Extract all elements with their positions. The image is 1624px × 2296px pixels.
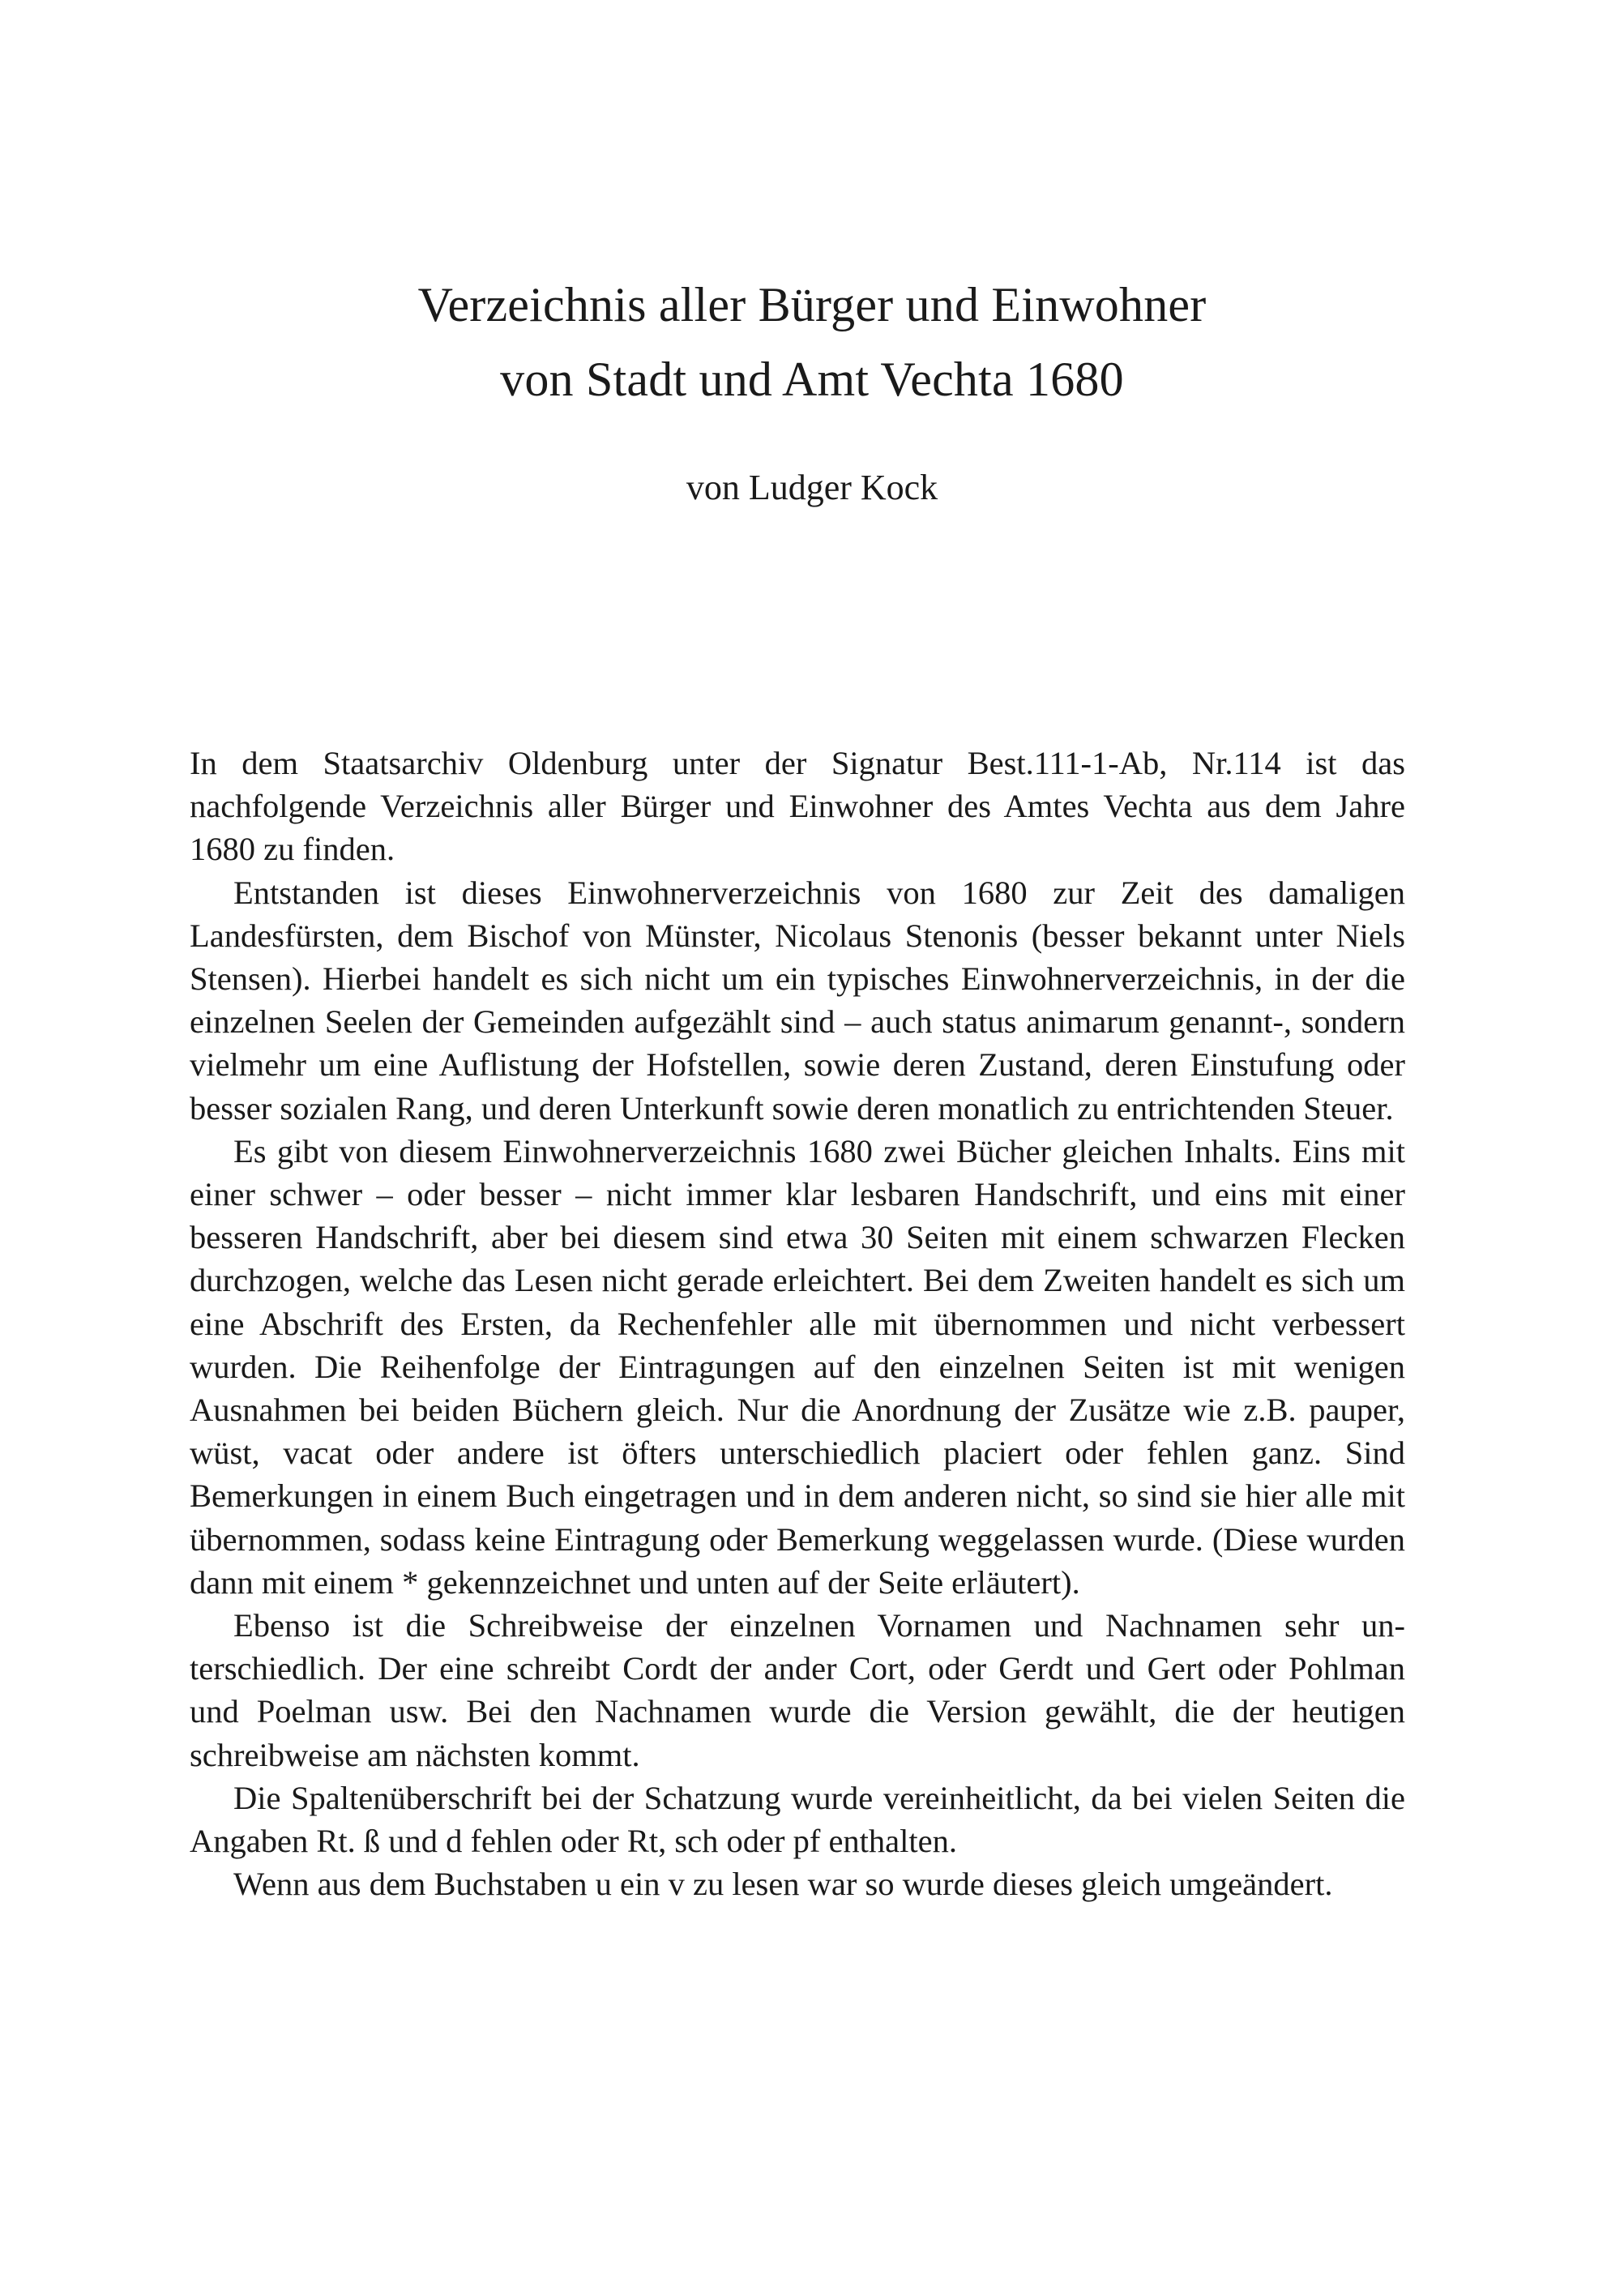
paragraph-3: Es gibt von diesem Einwohnerverzeichnis 1680 zwei Bücher gleichen Inhalts. Eins mit einer schwer – oder besser – nicht immer klar lesbaren Handschrift, und eins mit einer besseren Handschrift, aber bei diesem sind etwa 30 Seiten mit einem schwarzen Flecken durchzogen, welche das Lesen nicht gerade erleichtert. Bei dem Zweiten handelt es sich um eine Abschrift des Ersten, da Rechenfehler alle mit übernommen und nicht verbessert wurden. Die Reihenfolge der Eintragungen auf den einzelnen Seiten ist mit wenigen Ausnahmen bei beiden Büchern gleich. Nur die Anordnung der Zusätze wie z.B. pauper, wüst, vacat oder andere ist öfters unterschiedlich placiert oder fehlen ganz. Sind Bemerkungen in einem Buch eingetragen und in dem anderen nicht, so sind sie hier alle mit übernommen, sodass keine Eintragung oder Bemerkung weggelassen wurde. (Diese wurden dann mit einem * gekennzeichnet und unten auf der Seite erläutert). [190,1132,1405,1601]
page-title [0,267,1624,417]
author-byline: von Ludger Kock [686,468,938,507]
paragraph-1: In dem Staatsarchiv Oldenburg unter der Signatur Best.111-1-Ab, Nr.114 ist das nachfolgende Verzeichnis aller Bürger und Einwohner des Amtes Vechta aus dem Jahre 1680 zu finden. [190,745,1405,868]
paragraph-5: Die Spaltenüberschrift bei der Schatzung wurde vereinheitlicht, da bei vielen Seiten die Angaben Rt. ß und d fehlen oder Rt, sch oder pf enthalten. [190,1779,1405,1860]
title-line-1: Verzeichnis aller Bürger und Einwohner [417,278,1207,331]
paragraph-2: Entstanden ist dieses Einwohnerverzeichnis von 1680 zur Zeit des damaligen Landesfürsten, dem Bischof von Münster, Nicolaus Stenonis (besser bekannt unter Niels Stensen). Hierbei handelt es sich nicht um ein typisches Einwohnerverzeichnis, in der die einzelnen Seelen der Gemeinden aufgezählt sind – auch status animarum genannt-, sondern vielmehr um eine Auflistung der Hofstellen, sowie deren Zustand, deren Einstufung oder besser sozialen Rang, und deren Unterkunft sowie deren monatlich zu entrichtenden Steuer. [190,874,1405,1127]
paragraph-4: Ebenso ist die Schreibweise der einzelnen Vornamen und Nachnamen sehr unterschiedlich. Der eine schreibt Cordt der ander Cort, oder Gerdt und Gert oder Pohlman und Poelman usw. Bei den Nachnamen wurde die Version gewählt, die der heutigen schreibweise am nächsten kommt. [190,1607,1405,1773]
body-text [190,742,1405,1905]
title-line-2: von Stadt und Amt Vechta 1680 [500,353,1124,406]
paragraph-6: Wenn aus dem Buchstaben u ein v zu lesen war so wurde dieses gleich umgeändert. [233,1866,1333,1903]
